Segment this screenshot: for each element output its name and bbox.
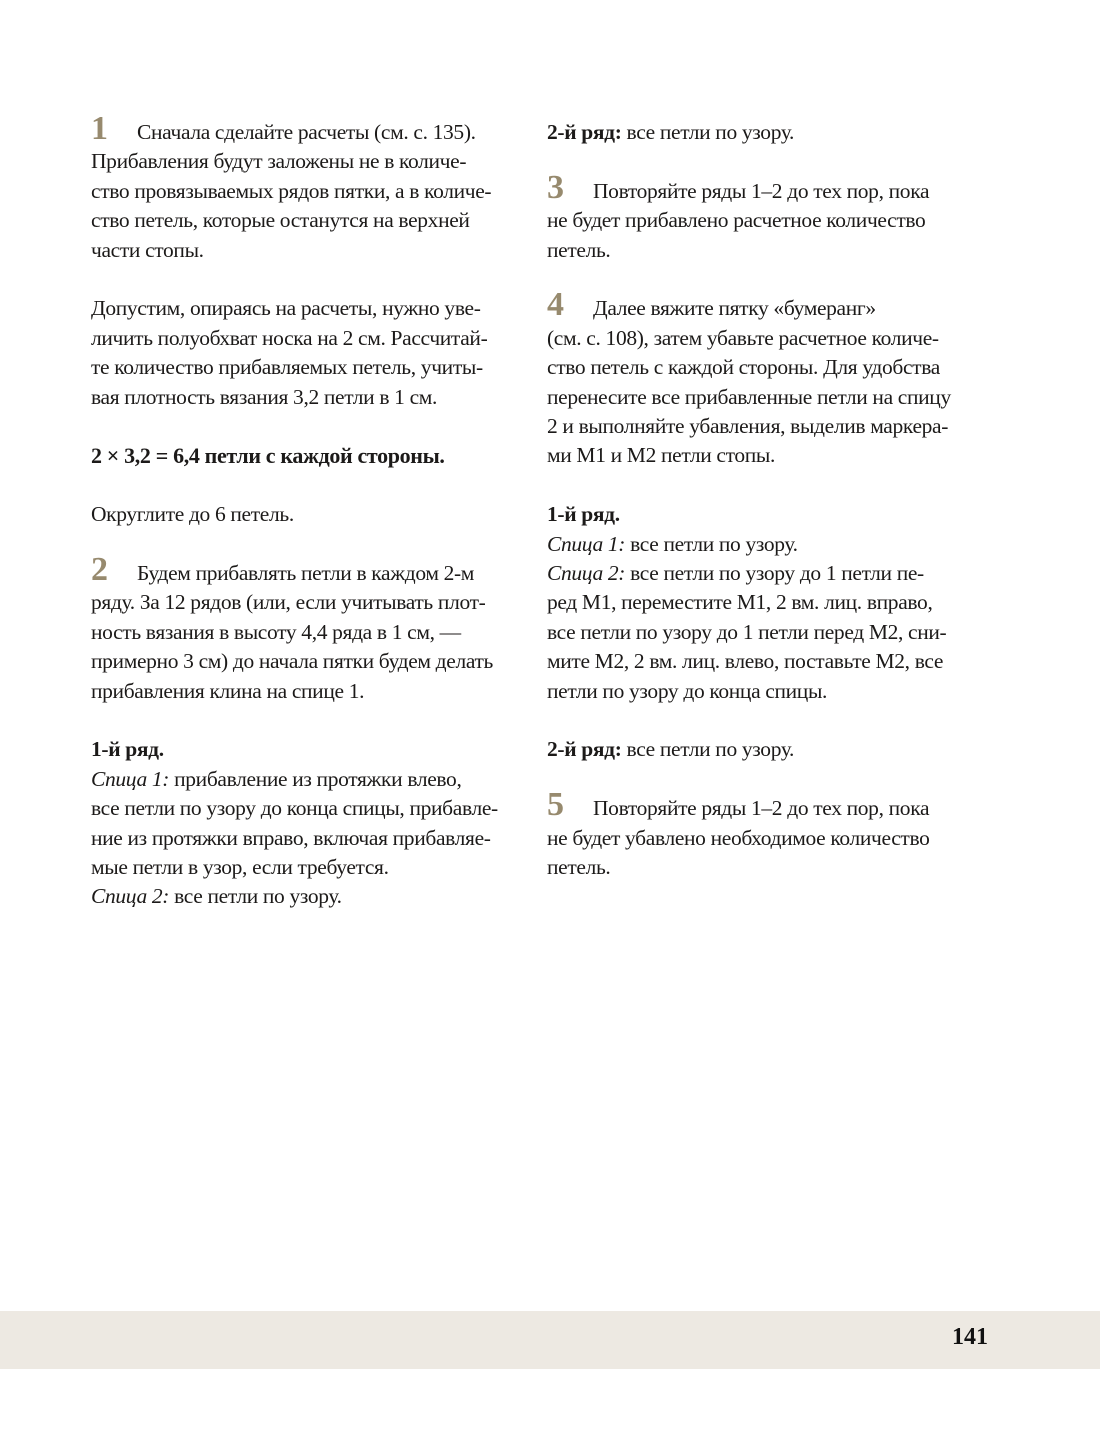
needle-2-line [91, 882, 521, 911]
step-1 [91, 110, 521, 147]
needle-label: Спица 2: [547, 561, 626, 586]
text-line: части стопы. [91, 237, 204, 262]
step-number: 4 [547, 286, 564, 324]
row-heading: 1-й ряд. [91, 737, 164, 762]
step-4 [547, 286, 977, 324]
text-line: прибавление из протяжки влево, [174, 766, 462, 791]
step-number: 2 [91, 551, 108, 589]
right-column [547, 118, 977, 882]
step-5 [547, 786, 977, 824]
step-number: 1 [91, 110, 108, 147]
text-line: Округлите до 6 петель. [91, 502, 294, 527]
text-line: все петли по узору до конца спицы, прибавле- [91, 796, 498, 821]
needle-label: Спица 2: [91, 884, 170, 909]
footer-band [0, 1311, 1100, 1369]
row-2-line [547, 735, 977, 764]
text-line: мите М2, 2 вм. лиц. влево, поставьте М2, все [547, 649, 944, 674]
text-line: ство петель, которые останутся на верхней [91, 208, 470, 233]
text-line: ство петель с каждой стороны. Для удобства [547, 355, 940, 380]
needle-label: Спица 1: [91, 766, 170, 791]
text-line: 2 и выполняйте убавления, выделив маркера- [547, 414, 949, 439]
text-line: личить полуобхват носка на 2 см. Рассчитай- [91, 325, 488, 350]
text-line: ряду. За 12 рядов (или, если учитывать плот- [91, 590, 486, 615]
text-line: ред М1, переместите М1, 2 вм. лиц. вправо, [547, 590, 933, 615]
text-line: прибавления клина на спице 1. [91, 678, 365, 703]
row-2-line [547, 118, 977, 147]
text-line: Прибавления будут заложены не в количе- [91, 149, 467, 174]
text-line: ность вязания в высоту 4,4 ряда в 1 см, — [91, 619, 461, 644]
text-line: не будет прибавлено расчетное количество [547, 208, 926, 233]
text-line: петли по узору до конца спицы. [547, 678, 828, 703]
text-line: вая плотность вязания 3,2 петли в 1 см. [91, 384, 438, 409]
needle-1-line [91, 765, 521, 794]
text-line: ство провязываемых рядов пятки, а в количе- [91, 178, 492, 203]
text-line: те количество прибавляемых петель, учиты- [91, 355, 483, 380]
text-line: петель. [547, 237, 611, 262]
text-line: Допустим, опираясь на расчеты, нужно уве- [91, 296, 481, 321]
row-heading: 1-й ряд. [547, 502, 620, 527]
text-line: все петли по узору. [626, 120, 795, 144]
step-3 [547, 168, 977, 206]
text-line: Повторяйте ряды 1–2 до тех пор, пока [593, 796, 930, 821]
text-line: (см. с. 108), затем убавьте расчетное количе- [547, 325, 939, 350]
text-line: ми М1 и М2 петли стопы. [547, 443, 776, 468]
row-label: 2-й ряд: [547, 120, 622, 144]
text-line: Сначала сделайте расчеты (см. с. 135). [137, 120, 476, 144]
needle-label: Спица 1: [547, 531, 626, 556]
text-line: Далее вяжите пятку «бумеранг» [593, 296, 876, 321]
text-line: все петли по узору до 1 петли пе- [630, 561, 924, 586]
text-line: примерно 3 см) до начала пятки будем делать [91, 649, 493, 674]
step-number: 3 [547, 168, 564, 206]
text-line: не будет убавлено необходимое количество [547, 825, 930, 850]
needle-1-line [547, 530, 977, 559]
text-line: перенесите все прибавленные петли на спицу [547, 384, 951, 409]
text-line: Будем прибавлять петли в каждом 2-м [137, 561, 475, 586]
row-label: 2-й ряд: [547, 737, 622, 762]
text-line: все петли по узору до 1 петли перед М2, сни- [547, 619, 947, 644]
step-2 [91, 551, 521, 589]
text-line: все петли по узору. [626, 737, 795, 762]
left-column [91, 110, 521, 912]
needle-2-line [547, 559, 977, 588]
page-number: 141 [952, 1324, 988, 1350]
text-line: все петли по узору. [174, 884, 342, 909]
text-line: ние из протяжки вправо, включая прибавляе- [91, 825, 491, 850]
text-line: Повторяйте ряды 1–2 до тех пор, пока [593, 178, 930, 203]
text-line: петель. [547, 855, 611, 880]
step-number: 5 [547, 786, 564, 824]
text-line: мые петли в узор, если требуется. [91, 855, 389, 880]
formula: 2 × 3,2 = 6,4 петли с каждой стороны. [91, 443, 445, 469]
text-line: все петли по узору. [630, 531, 798, 556]
